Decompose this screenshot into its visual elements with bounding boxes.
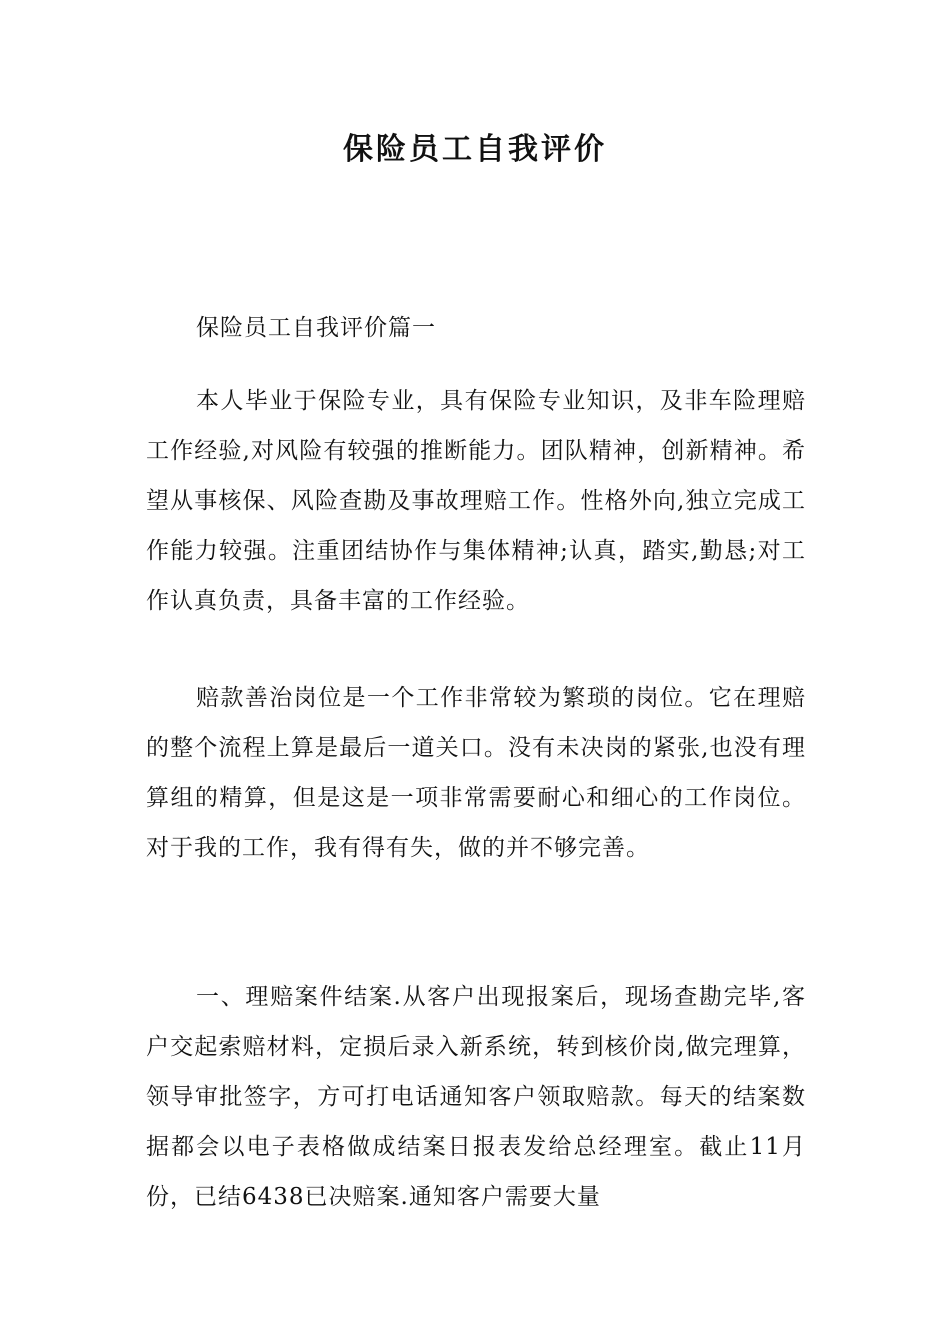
paragraph-2: 赔款善治岗位是一个工作非常较为繁琐的岗位。它在理赔的整个流程上算是最后一道关口。没有未决岗的紧张,也没有理算组的精算，但是这是一项非常需要耐心和细心的工作岗位。对于我的工作，我有得有失，做的并不够完善。: [146, 685, 806, 861]
section-heading: 保险员工自我评价篇一: [196, 315, 436, 341]
document-title: 保险员工自我评价: [343, 132, 607, 167]
paragraph-3: 一、理赔案件结案.从客户出现报案后，现场查勘完毕,客户交起索赔材料，定损后录入新系统，转到核价岗,做完理算，领导审批签字，方可打电话通知客户领取赔款。每天的结案数据都会以电子表格做成结案日报表发给总经理室。截止11月份，已结6438已决赔案.通知客户需要大量: [146, 984, 806, 1210]
paragraph-1: 本人毕业于保险专业，具有保险专业知识，及非车险理赔工作经验,对风险有较强的推断能力。团队精神，创新精神。希望从事核保、风险查勘及事故理赔工作。性格外向,独立完成工作能力较强。注重团结协作与集体精神;认真，踏实,勤恳;对工作认真负责，具备丰富的工作经验。: [146, 388, 806, 614]
